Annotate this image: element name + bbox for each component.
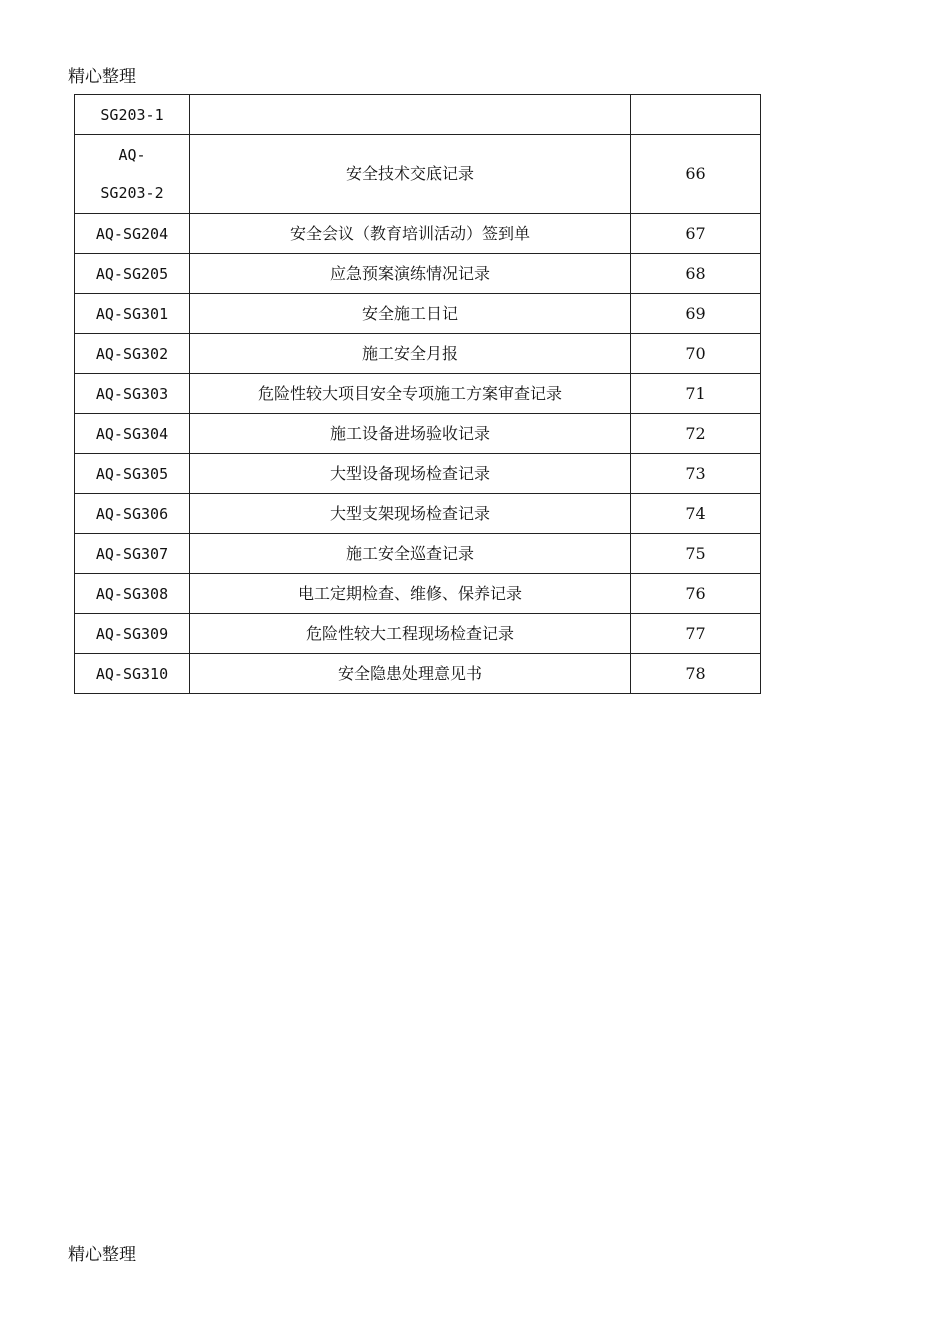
record-code-line2: SG203-2 (100, 184, 164, 202)
record-title: 大型设备现场检查记录 (190, 454, 631, 494)
record-code-line1: AQ- (118, 146, 146, 164)
record-title (190, 95, 631, 135)
record-page: 78 (631, 654, 761, 694)
table-row (75, 214, 761, 254)
table-row (75, 534, 761, 574)
record-title: 安全隐患处理意见书 (190, 654, 631, 694)
table-row (75, 374, 761, 414)
record-code: SG203-1 (75, 95, 190, 135)
record-page: 66 (631, 135, 761, 214)
table-row (75, 334, 761, 374)
page-footer: 精心整理 (68, 1245, 136, 1265)
table-row (75, 494, 761, 534)
record-page: 68 (631, 254, 761, 294)
table-row (75, 614, 761, 654)
record-title: 安全施工日记 (190, 294, 631, 334)
record-code: AQ-SG303 (75, 374, 190, 414)
record-code: AQ-SG307 (75, 534, 190, 574)
page-header: 精心整理 (68, 67, 136, 87)
table-row (75, 254, 761, 294)
record-page: 75 (631, 534, 761, 574)
record-title: 施工安全月报 (190, 334, 631, 374)
table-row (75, 414, 761, 454)
table-row (75, 574, 761, 614)
table-row (75, 454, 761, 494)
record-page: 71 (631, 374, 761, 414)
record-page (631, 95, 761, 135)
record-index-table (74, 94, 761, 694)
record-page: 77 (631, 614, 761, 654)
record-code: AQ-SG205 (75, 254, 190, 294)
record-page: 70 (631, 334, 761, 374)
table-row (75, 294, 761, 334)
record-code: AQ-SG304 (75, 414, 190, 454)
record-code: AQ-SG301 (75, 294, 190, 334)
record-title: 危险性较大项目安全专项施工方案审查记录 (190, 374, 631, 414)
record-code: AQ-SG309 (75, 614, 190, 654)
record-page: 74 (631, 494, 761, 534)
record-title: 安全会议（教育培训活动）签到单 (190, 214, 631, 254)
table-row (75, 95, 761, 135)
record-code (75, 135, 190, 214)
record-page: 73 (631, 454, 761, 494)
table-row (75, 654, 761, 694)
record-title: 大型支架现场检查记录 (190, 494, 631, 534)
record-page: 72 (631, 414, 761, 454)
record-title: 应急预案演练情况记录 (190, 254, 631, 294)
record-code: AQ-SG305 (75, 454, 190, 494)
record-code: AQ-SG302 (75, 334, 190, 374)
record-title: 电工定期检查、维修、保养记录 (190, 574, 631, 614)
record-code: AQ-SG306 (75, 494, 190, 534)
table-row (75, 135, 761, 214)
record-title: 施工安全巡查记录 (190, 534, 631, 574)
record-code: AQ-SG310 (75, 654, 190, 694)
record-page: 76 (631, 574, 761, 614)
record-code: AQ-SG308 (75, 574, 190, 614)
record-code: AQ-SG204 (75, 214, 190, 254)
record-title: 安全技术交底记录 (190, 135, 631, 214)
record-title: 危险性较大工程现场检查记录 (190, 614, 631, 654)
record-page: 67 (631, 214, 761, 254)
record-title: 施工设备进场验收记录 (190, 414, 631, 454)
record-page: 69 (631, 294, 761, 334)
